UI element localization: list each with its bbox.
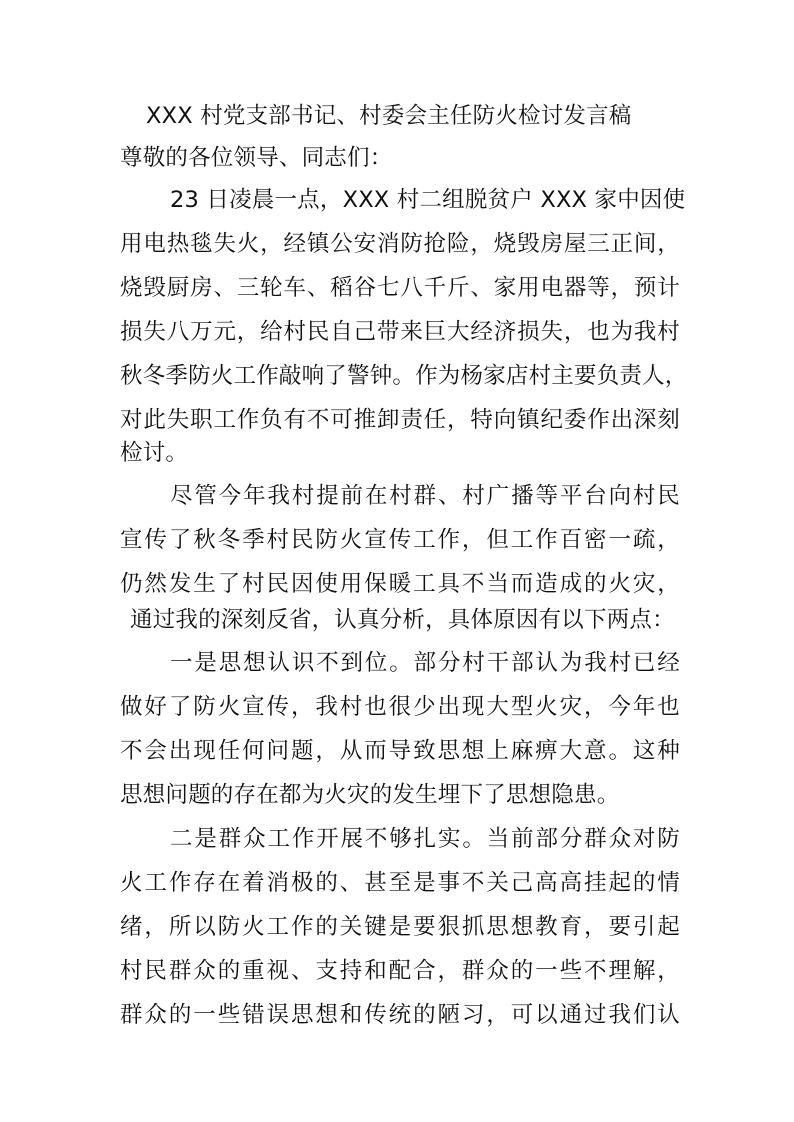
paragraph-line: 损失八万元，给村民自己带来巨大经济损失，也为我村 xyxy=(120,319,680,345)
paragraph-line: 做好了防火宣传，我村也很少出现大型火灾，今年也 xyxy=(120,694,680,720)
paragraph-line: 二是群众工作开展不够扎实。当前部分群众对防 xyxy=(170,826,680,852)
paragraph-line: 用电热毯失火，经镇公安消防抢险，烧毁房屋三正间， xyxy=(120,231,680,257)
paragraph-line: 火工作存在着消极的、甚至是事不关己高高挂起的情 xyxy=(120,870,680,896)
paragraph-line: 秋冬季防火工作敲响了警钟。作为杨家店村主要负责人， xyxy=(120,363,688,389)
paragraph-line: 通过我的深刻反省，认真分析，具体原因有以下两点： xyxy=(130,607,675,633)
paragraph-line: 23 日凌晨一点，XXX 村二组脱贫户 XXX 家中因使 xyxy=(170,187,686,213)
paragraph-line: 一是思想认识不到位。部分村干部认为我村已经 xyxy=(170,650,680,676)
paragraph-line: 宣传了秋冬季村民防火宣传工作，但工作百密一疏， xyxy=(120,527,680,553)
paragraph-line: 不会出现任何问题，从而导致思想上麻痹大意。这种 xyxy=(120,738,680,764)
paragraph-line: 仍然发生了村民因使用保暖工具不当而造成的火灾， xyxy=(120,571,680,597)
paragraph-line: 绪，所以防火工作的关键是要狠抓思想教育，要引起 xyxy=(120,914,680,940)
paragraph-line: 群众的一些错误思想和传统的陋习，可以通过我们认 xyxy=(120,1002,680,1028)
greeting: 尊敬的各位领导、同志们： xyxy=(120,145,393,171)
paragraph-line: 烧毁厨房、三轮车、稻谷七八千斤、家用电器等，预计 xyxy=(120,275,680,301)
paragraph-line: 检讨。 xyxy=(120,440,189,466)
paragraph-line: 思想问题的存在都为火灾的发生埋下了思想隐患。 xyxy=(120,782,620,808)
paragraph-line: 对此失职工作负有不可推卸责任，特向镇纪委作出深刻 xyxy=(120,407,680,433)
paragraph-line: 尽管今年我村提前在村群、村广播等平台向村民 xyxy=(170,483,680,509)
paragraph-line: 村民群众的重视、支持和配合，群众的一些不理解， xyxy=(120,958,680,984)
document-title: XXX 村党支部书记、村委会主任防火检讨发言稿 xyxy=(146,103,632,129)
